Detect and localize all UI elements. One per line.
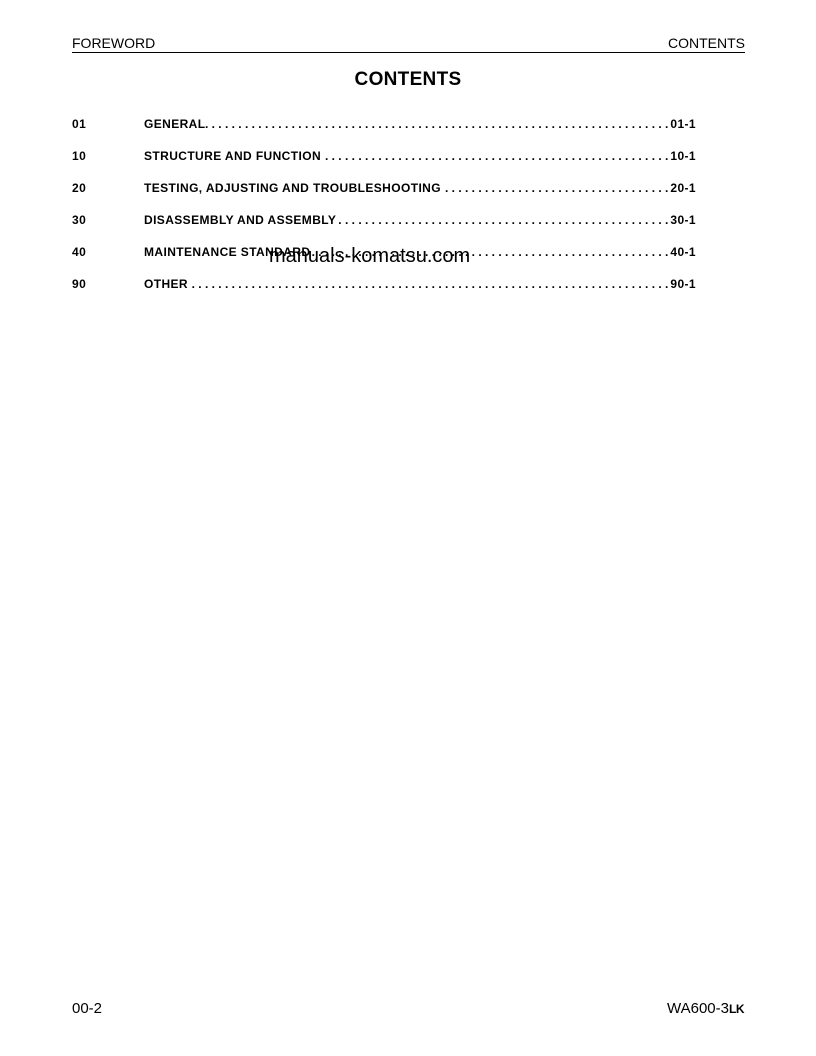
- table-of-contents: [72, 112, 696, 304]
- toc-entry-title[interactable]: MAINTENANCE STANDARD: [144, 245, 311, 259]
- watermark-text: manuals-komatsu.com: [269, 245, 471, 267]
- toc-entry-page[interactable]: 20-1: [670, 181, 696, 195]
- page-header: [72, 34, 745, 53]
- toc-entry-number: 90: [72, 277, 87, 291]
- footer-page-number: 00-2: [72, 1000, 103, 1017]
- toc-entry-line: [144, 272, 696, 296]
- toc-entry-title[interactable]: OTHER: [144, 277, 188, 291]
- page-title: CONTENTS: [354, 69, 462, 90]
- header-chapter-label: CONTENTS: [668, 35, 745, 51]
- toc-entry-title[interactable]: DISASSEMBLY AND ASSEMBLY: [144, 213, 337, 227]
- toc-entry-line: [144, 112, 696, 136]
- toc-leader-dots: [321, 144, 670, 168]
- toc-entry-90[interactable]: [72, 272, 696, 304]
- toc-leader-dots: [441, 176, 670, 200]
- toc-entry-10[interactable]: [72, 144, 696, 176]
- toc-leader-dots: [188, 272, 670, 296]
- toc-entry-20[interactable]: [72, 176, 696, 208]
- toc-entry-title[interactable]: GENERAL: [144, 117, 206, 131]
- toc-leader-dots: [336, 208, 670, 232]
- toc-entry-page[interactable]: 01-1: [670, 117, 696, 131]
- header-section-label: FOREWORD: [72, 35, 156, 51]
- toc-entry-number: 20: [72, 181, 87, 195]
- toc-entry-line: [144, 176, 696, 200]
- toc-entry-page[interactable]: 30-1: [670, 213, 696, 227]
- toc-entry-line: [144, 144, 696, 168]
- toc-entry-number: 01: [72, 117, 87, 131]
- footer-model: [667, 999, 744, 1019]
- toc-entry-page[interactable]: 90-1: [670, 277, 696, 291]
- toc-entry-30[interactable]: [72, 208, 696, 240]
- toc-leader-dots: [205, 112, 670, 136]
- toc-entry-number: 10: [72, 149, 87, 163]
- toc-entry-line: [144, 208, 696, 232]
- toc-entry-page[interactable]: 40-1: [670, 245, 696, 259]
- toc-entry-title[interactable]: TESTING, ADJUSTING AND TROUBLESHOOTING: [144, 181, 441, 195]
- footer-model-name: WA600-3: [667, 1000, 729, 1017]
- footer-model-suffix: LK: [729, 1002, 744, 1016]
- toc-entry-page[interactable]: 10-1: [670, 149, 696, 163]
- toc-entry-number: 30: [72, 213, 87, 227]
- toc-entry-title[interactable]: STRUCTURE AND FUNCTION: [144, 149, 322, 163]
- toc-entry-number: 40: [72, 245, 87, 259]
- toc-entry-01[interactable]: [72, 112, 696, 144]
